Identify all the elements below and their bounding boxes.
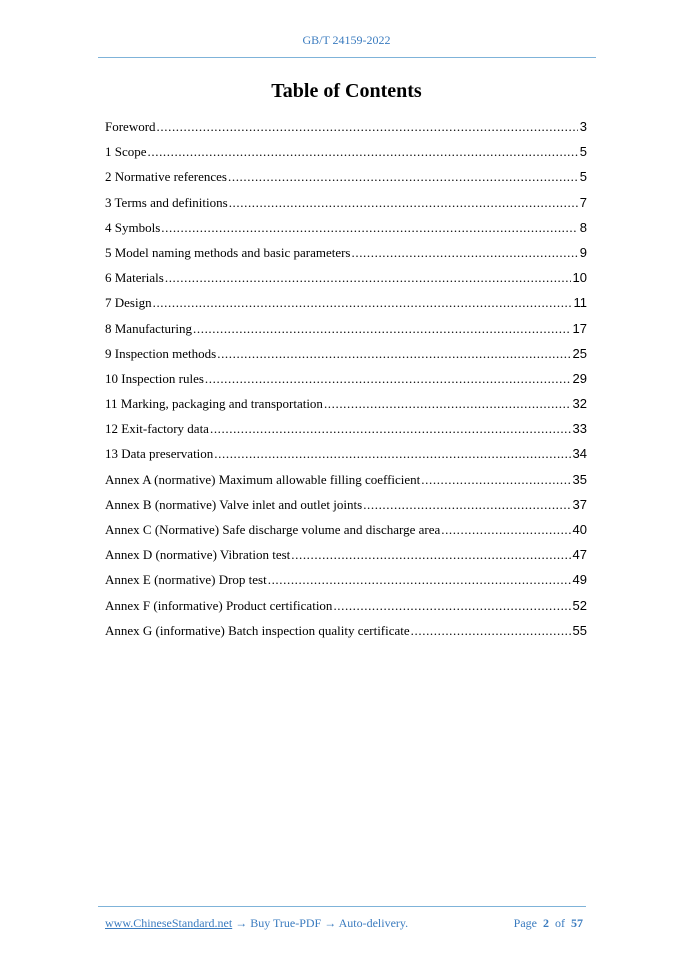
toc-entry[interactable]	[105, 243, 587, 268]
dot-leader	[205, 369, 571, 389]
toc-entry-page-number: 34	[572, 446, 587, 462]
toc-entry-page-number: 8	[579, 219, 587, 235]
dot-leader	[214, 444, 570, 464]
toc-entry-title: 5 Model naming methods and basic parameters	[105, 244, 351, 260]
toc-entry[interactable]	[105, 344, 587, 369]
auto-delivery-text: Auto-delivery.	[338, 916, 409, 930]
toc-entry[interactable]	[105, 419, 587, 444]
total-pages: 57	[571, 916, 583, 930]
dot-leader	[363, 495, 570, 515]
toc-entry-page-number: 9	[579, 244, 587, 260]
toc-entry[interactable]	[105, 520, 587, 545]
toc-entry-title: 4 Symbols	[105, 219, 161, 235]
table-of-contents	[105, 117, 587, 646]
document-header: GB/T 24159-2022	[302, 33, 391, 47]
toc-entry-title: 7 Design	[105, 295, 152, 311]
toc-entry-page-number: 52	[572, 597, 587, 613]
dot-leader	[324, 394, 571, 414]
toc-entry[interactable]	[105, 117, 587, 142]
toc-entry-title: Foreword	[105, 119, 156, 134]
dot-leader	[333, 596, 570, 616]
toc-entry-page-number: 3	[579, 119, 587, 134]
toc-entry-title: Annex E (normative) Drop test	[105, 572, 267, 588]
toc-entry-title: Annex C (Normative) Safe discharge volume and discharge area	[105, 522, 441, 537]
toc-entry[interactable]	[105, 495, 587, 520]
toc-entry-page-number: 32	[572, 396, 587, 412]
toc-entry-page-number: 40	[572, 522, 587, 537]
header-divider	[98, 57, 596, 58]
toc-entry[interactable]	[105, 621, 587, 646]
dot-leader	[421, 470, 570, 490]
dot-leader	[157, 117, 578, 137]
toc-entry-page-number: 5	[579, 169, 587, 185]
page-of-label: of	[555, 916, 565, 930]
dot-leader	[291, 545, 570, 565]
toc-entry-title: 12 Exit-factory data	[105, 421, 209, 437]
toc-entry-page-number: 55	[572, 622, 587, 638]
arrow-icon: →	[324, 916, 337, 930]
toc-entry-title: 1 Scope	[105, 144, 147, 160]
dot-leader	[228, 167, 578, 187]
dot-leader	[153, 293, 572, 313]
dot-leader	[268, 570, 571, 590]
dot-leader	[148, 142, 578, 162]
footer-divider	[98, 906, 586, 907]
dot-leader	[352, 243, 578, 263]
toc-entry-title: 10 Inspection rules	[105, 370, 204, 386]
toc-entry-title: Annex A (normative) Maximum allowable filling coefficient	[105, 471, 421, 487]
toc-entry-title: Annex B (normative) Valve inlet and outlet joints	[105, 496, 363, 512]
toc-entry[interactable]	[105, 319, 587, 344]
toc-entry-page-number: 49	[572, 572, 587, 588]
toc-entry-title: 8 Manufacturing	[105, 320, 193, 336]
toc-entry[interactable]	[105, 218, 587, 243]
toc-entry[interactable]	[105, 470, 587, 495]
toc-entry-page-number: 29	[572, 370, 587, 386]
footer-links	[105, 916, 408, 931]
dot-leader	[411, 621, 571, 641]
buy-pdf-link[interactable]: Buy True-PDF	[250, 916, 322, 930]
toc-entry-title: 13 Data preservation	[105, 446, 214, 462]
toc-entry[interactable]	[105, 444, 587, 469]
page-indicator	[514, 916, 583, 931]
toc-entry-title: Annex G (informative) Batch inspection quality certificate	[105, 622, 410, 638]
dot-leader	[441, 520, 570, 540]
toc-entry[interactable]	[105, 293, 587, 318]
toc-entry[interactable]	[105, 596, 587, 621]
toc-entry-page-number: 37	[572, 496, 587, 512]
toc-entry-page-number: 33	[572, 421, 587, 437]
toc-entry-title: 6 Materials	[105, 270, 164, 286]
page-label: Page	[513, 916, 537, 930]
toc-entry-title: 3 Terms and definitions	[105, 194, 228, 210]
toc-entry-title: Annex D (normative) Vibration test	[105, 547, 291, 563]
toc-entry-title: Annex F (informative) Product certification	[105, 597, 333, 613]
toc-entry-page-number: 7	[579, 194, 587, 210]
toc-entry-page-number: 10	[572, 270, 587, 286]
toc-entry[interactable]	[105, 394, 587, 419]
toc-entry-page-number: 47	[572, 547, 587, 563]
toc-entry[interactable]	[105, 268, 587, 293]
toc-entry-page-number: 17	[572, 320, 587, 336]
toc-entry[interactable]	[105, 545, 587, 570]
toc-entry[interactable]	[105, 369, 587, 394]
arrow-icon: →	[235, 916, 248, 930]
toc-entry-page-number: 11	[573, 295, 587, 311]
dot-leader	[165, 268, 571, 288]
toc-entry-page-number: 5	[579, 144, 587, 160]
toc-entry[interactable]	[105, 570, 587, 595]
website-link[interactable]: www.ChineseStandard.net	[105, 916, 233, 930]
toc-entry-title: 11 Marking, packaging and transportation	[105, 396, 323, 412]
current-page: 2	[543, 916, 549, 930]
dot-leader	[193, 319, 571, 339]
dot-leader	[161, 218, 578, 238]
toc-entry-title: 9 Inspection methods	[105, 345, 217, 361]
dot-leader	[210, 419, 571, 439]
dot-leader	[229, 193, 578, 213]
toc-entry[interactable]	[105, 193, 587, 218]
toc-entry[interactable]	[105, 167, 587, 192]
page-title: Table of Contents	[271, 80, 422, 102]
dot-leader	[217, 344, 570, 364]
toc-entry-page-number: 25	[572, 345, 587, 361]
toc-entry-title: 2 Normative references	[105, 169, 227, 185]
toc-entry-page-number: 35	[572, 471, 587, 487]
toc-entry[interactable]	[105, 142, 587, 167]
